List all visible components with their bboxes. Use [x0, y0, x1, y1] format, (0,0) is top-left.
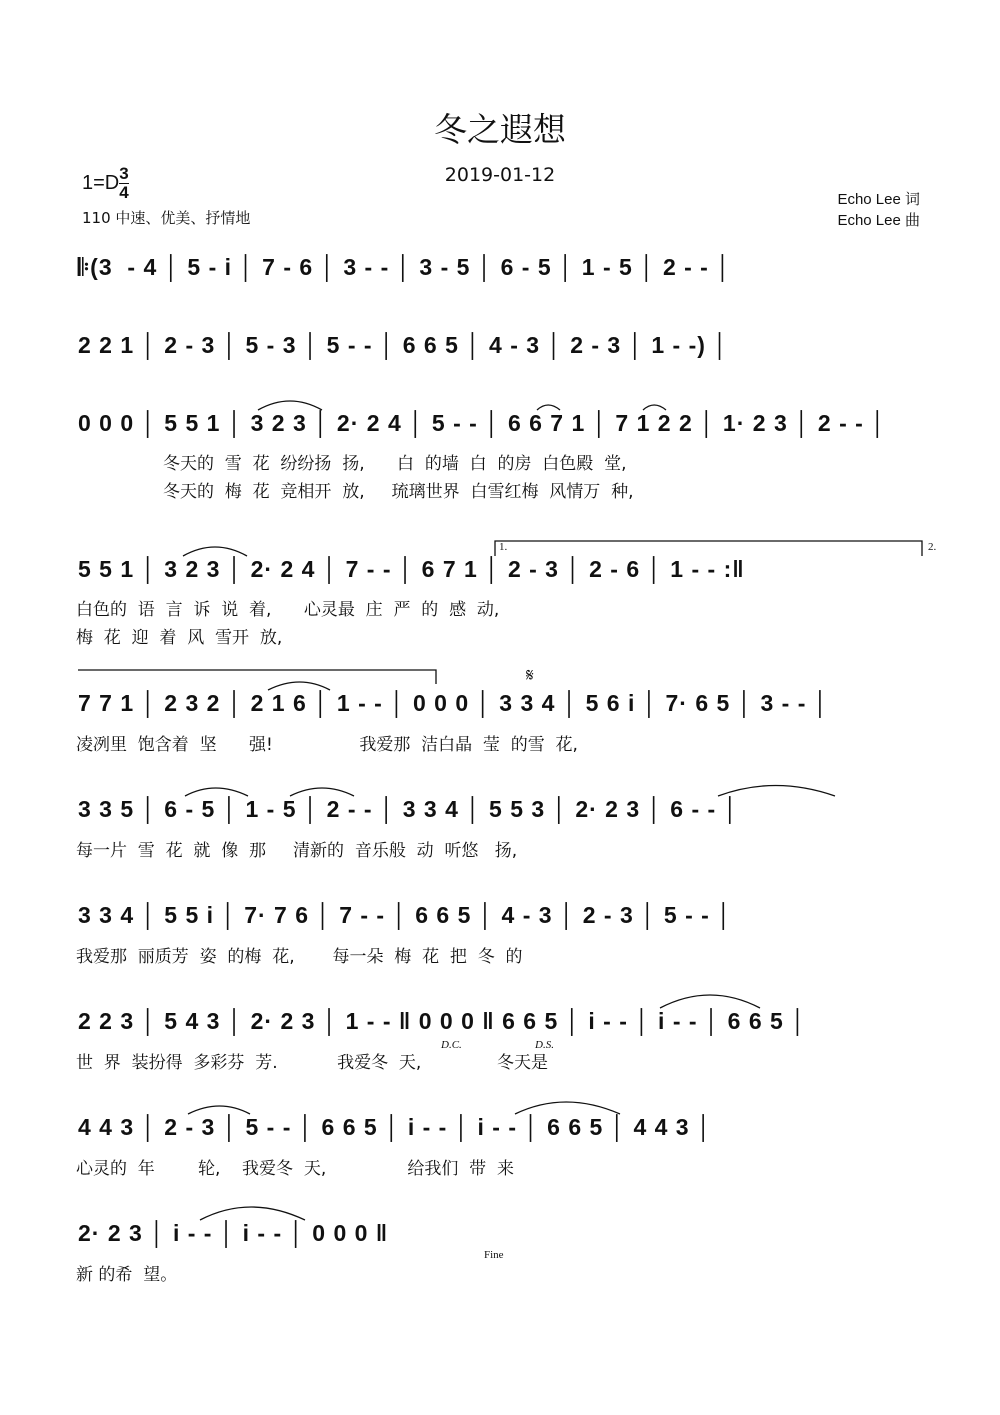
slur: [718, 786, 835, 797]
dal-segno-mark: D.S.: [535, 1039, 554, 1051]
fine-mark: Fine: [484, 1249, 504, 1261]
score-line-7-lyric-1: 我爱那 丽质芳 姿 的梅 花, 每一朵 梅 花 把 冬 的: [76, 947, 523, 967]
song-title: 冬之遐想: [434, 110, 566, 149]
score-line-3-notes: 0 0 0 │ 5 5 1 │ 3 2 3 │ 2· 2 4 │ 5 - - │ 6 6 7 1 │ 7 1 2 2 │ 1· 2 3 │ 2 - - │: [78, 410, 887, 436]
score-line-4-lyric-1: 白色的 语 言 诉 说 着, 心灵最 庄 严 的 感 动,: [76, 600, 500, 620]
slur: [258, 401, 322, 410]
key-label: 1=D: [82, 171, 120, 194]
time-signature-top: 3: [119, 164, 129, 183]
volta-2-label: 2.: [928, 541, 937, 553]
slur: [200, 1207, 305, 1220]
score-line-3-lyric-1: 冬天的 雪 花 纷纷扬 扬, 白 的墙 白 的房 白色殿 堂,: [163, 454, 627, 474]
time-signature-bottom: 4: [119, 183, 129, 202]
slur: [188, 1106, 250, 1114]
slur: [183, 547, 247, 556]
slur: [268, 682, 330, 690]
score-line-8-lyric-1: 世 界 装扮得 多彩芬 芳. 我爱冬 天, 冬天是: [76, 1053, 548, 1073]
slur: [515, 1102, 620, 1114]
score-line-1-notes: 𝄆(3 - 4 │ 5 - i │ 7 - 6 │ 3 - - │ 3 - 5 │ 6 - 5 │ 1 - 5 │ 2 - - │: [78, 254, 732, 280]
tempo-marking: 110 中速、优美、抒情地: [82, 209, 251, 227]
score-line-6-notes: 3 3 5 │ 6 - 5 │ 1 - 5 │ 2 - - │ 3 3 4 │ 5 5 3 │ 2· 2 3 │ 6 - - │: [78, 796, 739, 822]
volta-bracket-2: [78, 670, 436, 684]
score-line-7-notes: 3 3 4 │ 5 5 i │ 7· 7 6 │ 7 - - │ 6 6 5 │ 4 - 3 │ 2 - 3 │ 5 - - │: [78, 902, 733, 928]
score-line-4-lyric-2: 梅 花 迎 着 风 雪开 放,: [76, 628, 283, 648]
score-line-9-lyric-1: 心灵的 年 轮, 我爱冬 天, 给我们 带 来: [76, 1159, 514, 1179]
slur: [290, 788, 354, 796]
lyricist-credit: Echo Lee 词: [837, 191, 920, 208]
slur: [537, 405, 560, 410]
score-line-5-lyric-1: 凌冽里 饱含着 坚 强! 我爱那 洁白晶 莹 的雪 花,: [76, 735, 578, 755]
song-date: 2019-01-12: [444, 164, 556, 186]
score-line-3-lyric-2: 冬天的 梅 花 竞相开 放, 琉璃世界 白雪红梅 风情万 种,: [163, 482, 634, 502]
slur: [643, 405, 666, 410]
da-capo-mark: D.C.: [441, 1039, 462, 1051]
slur: [185, 788, 248, 796]
score-line-8-notes: 2 2 3 │ 5 4 3 │ 2· 2 3 │ 1 - - ‖ 0 0 0 ‖ 6 6 5 │ i - - │ i - - │ 6 6 5 │: [78, 1008, 807, 1034]
score-line-4-notes: 5 5 1 │ 3 2 3 │ 2· 2 4 │ 7 - - │ 6 7 1 │ 2 - 3 │ 2 - 6 │ 1 - - :‖: [78, 556, 745, 582]
composer-credit: Echo Lee 曲: [837, 212, 920, 229]
score-line-9-notes: 4 4 3 │ 2 - 3 │ 5 - - │ 6 6 5 │ i - - │ i - - │ 6 6 5 │ 4 4 3 │: [78, 1114, 713, 1140]
score-line-5-notes: 7 7 1 │ 2 3 2 │ 2 1 6 │ 1 - - │ 0 0 0 │ 3 3 4 │ 5 6 i │ 7· 6 5 │ 3 - - │: [78, 690, 830, 716]
volta-1-label: 1.: [499, 541, 508, 553]
volta-bracket-1: [495, 541, 922, 556]
score-line-2-notes: 2 2 1 │ 2 - 3 │ 5 - 3 │ 5 - - │ 6 6 5 │ 4 - 3 │ 2 - 3 │ 1 - -) │: [78, 332, 729, 358]
segno-sign: 𝄋: [526, 665, 534, 686]
slur: [660, 995, 760, 1008]
score-line-6-lyric-1: 每一片 雪 花 就 像 那 清新的 音乐般 动 听悠 扬,: [76, 841, 518, 861]
score-line-10-notes: 2· 2 3 │ i - - │ i - - │ 0 0 0 ‖: [78, 1220, 389, 1246]
score-line-10-lyric-1: 新 的希 望。: [76, 1265, 178, 1285]
